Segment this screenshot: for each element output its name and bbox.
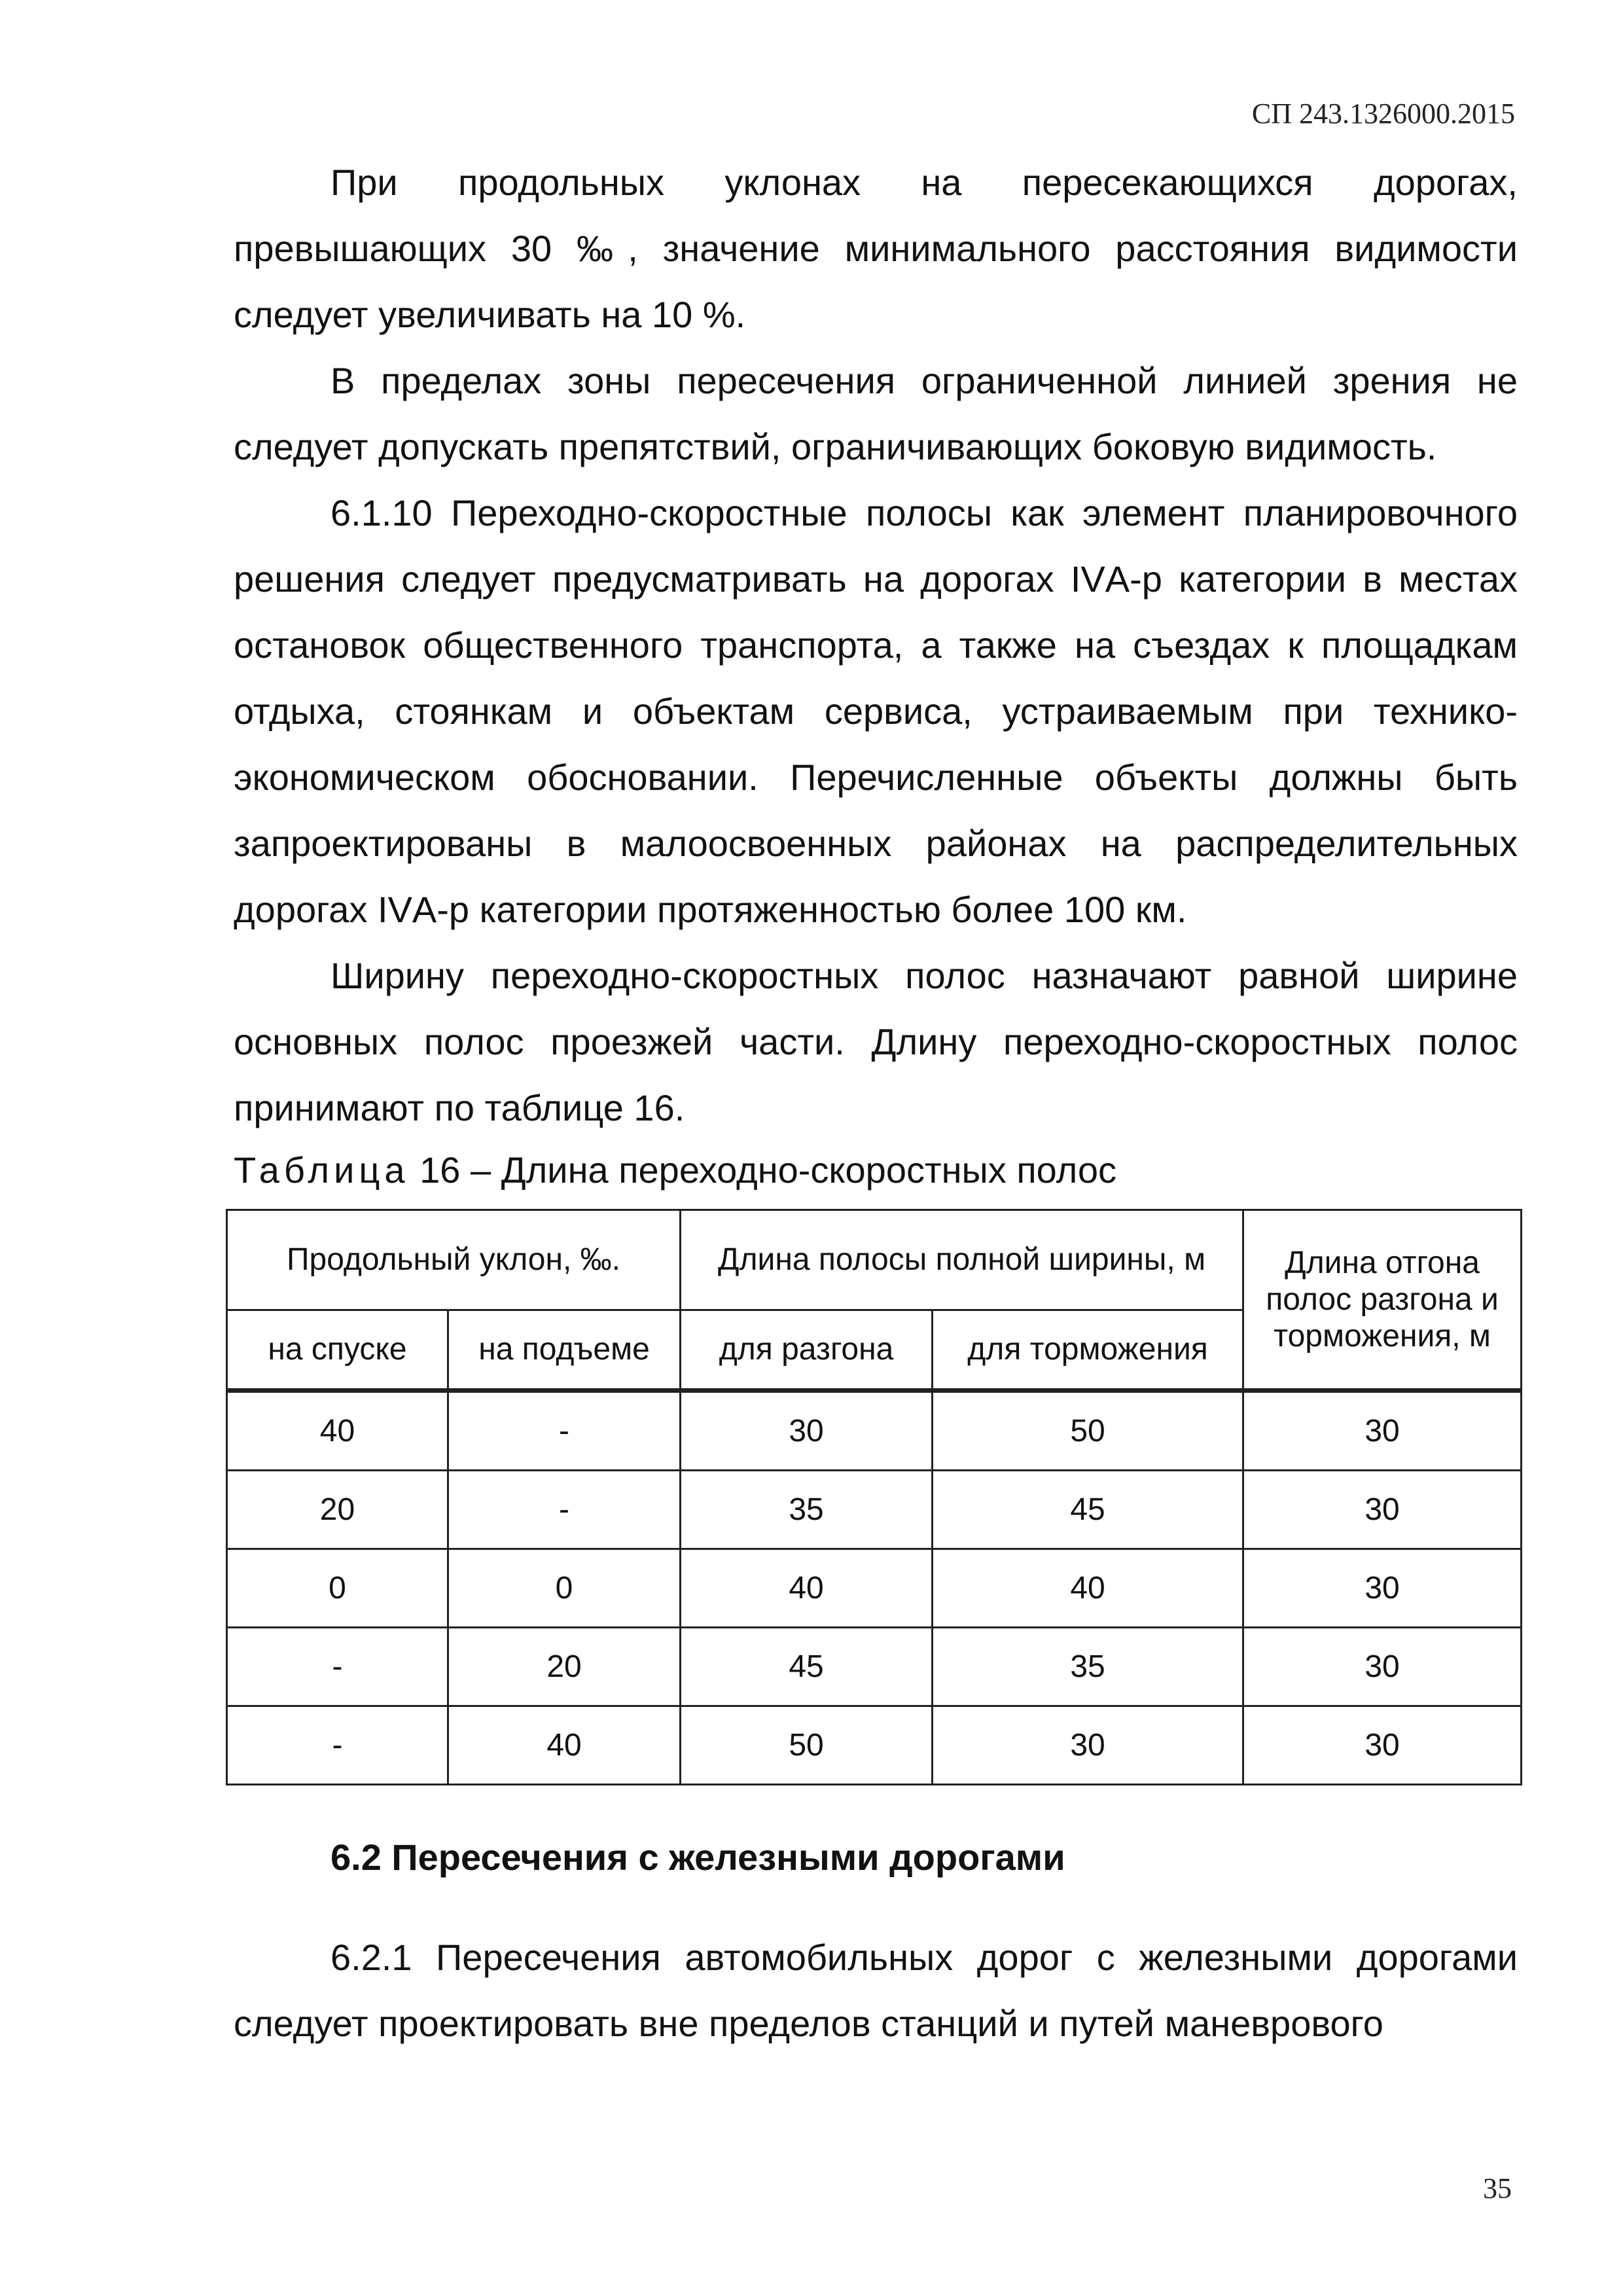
table-cell: 30 [1243,1549,1522,1628]
table-cell: 45 [933,1471,1243,1549]
table-cell: - [448,1391,681,1471]
paragraph-obstacles: В пределах зоны пересечения ограниченной линией зрения не следует допускать препятствий, ограничивающих боковую видимость. [234,360,1518,467]
table-cell: 30 [933,1706,1243,1785]
table-caption-text: 16 – Длина переходно-скоростных полос [409,1149,1117,1191]
table-cell: 45 [681,1628,933,1706]
table-cell: - [227,1628,448,1706]
document-code: СП 243.1326000.2015 [1251,98,1515,130]
page-body [234,149,1518,2056]
table-cell: 30 [1243,1391,1522,1471]
section-heading-6-2: 6.2 Пересечения с железными дорогами [330,1837,1065,1878]
table-row [227,1391,1522,1471]
table-cell: 50 [681,1706,933,1785]
header-length-group: Длина полосы полной ширины, м [681,1210,1243,1310]
header-descent: на спуске [227,1310,448,1391]
table-cell: 40 [681,1549,933,1628]
table-cell: 35 [933,1628,1243,1706]
table-cell: 30 [681,1391,933,1471]
header-acceleration: для разгона [681,1310,933,1391]
table-row [227,1549,1522,1628]
paragraph-lane-width: Ширину переходно-скоростных полос назначают равной ширине основных полос проезжей части. Длину переходно-скоростных полос принимают по таблице 16. [234,955,1518,1128]
table-cell: 30 [1243,1471,1522,1549]
table-row [227,1628,1522,1706]
header-braking: для торможения [933,1310,1243,1391]
table-cell: - [448,1471,681,1549]
table-cell: 40 [448,1706,681,1785]
paragraph-6-2-1: 6.2.1 Пересечения автомобильных дорог с железными дорогами следует проектировать вне пределов станций и путей маневрового [234,1937,1518,2044]
header-ascent: на подъеме [448,1310,681,1391]
table-cell: 0 [227,1549,448,1628]
table-cell: 0 [448,1549,681,1628]
table-cell: 30 [1243,1628,1522,1706]
header-runout: Длина отгона полос разгона и торможения, м [1243,1210,1522,1391]
table-cell: 40 [227,1391,448,1471]
table-caption-label: Таблица [234,1149,410,1191]
header-slope-group: Продольный уклон, ‰. [227,1210,681,1310]
table-cell: 30 [1243,1706,1522,1785]
table-row [227,1471,1522,1549]
table-cell: 20 [227,1471,448,1549]
table-cell: - [227,1706,448,1785]
page-number: 35 [1483,2172,1512,2204]
table-cell: 40 [933,1549,1243,1628]
table-cell: 35 [681,1471,933,1549]
table-row [227,1706,1522,1785]
paragraph-slope-visibility: При продольных уклонах на пересекающихся дорогах, превышающих 30 ‰, значение минимального расстояния видимости следует увеличивать на 10 %. [234,162,1518,335]
paragraph-6-1-10: 6.1.10 Переходно-скоростные полосы как элемент планировочного решения следует предусматривать на дорогах IVА-р категории в местах остановок общественного транспорта, а также на съездах к площадкам отдыха, стоянкам и объектам сервиса, устраиваемым при технико-экономическом обосновании. Перечисленные объекты должны быть запроектированы в малоосвоенных районах на распределительных дорогах IVА-р категории протяженностью более 100 км. [234,492,1518,930]
table-cell: 50 [933,1391,1243,1471]
table-16 [226,1209,1522,1785]
table-cell: 20 [448,1628,681,1706]
table-caption [234,1141,1518,1200]
